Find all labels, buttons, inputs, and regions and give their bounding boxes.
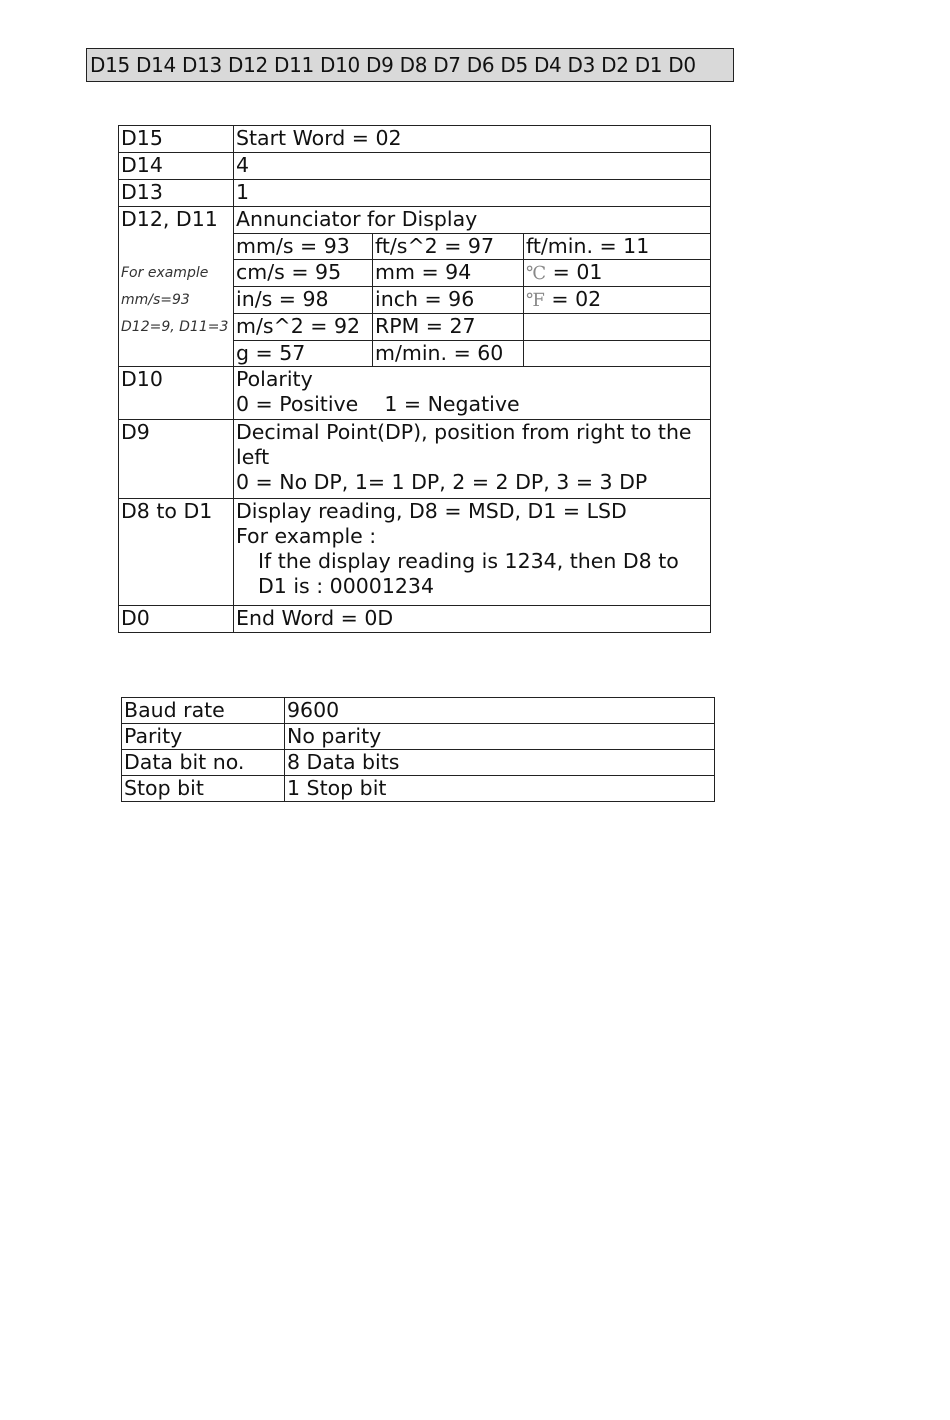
example-note: D12=9, D11=3 bbox=[119, 314, 234, 341]
row-value: 1 bbox=[234, 180, 711, 207]
table-row bbox=[119, 367, 711, 420]
setting-value: 1 Stop bit bbox=[285, 776, 715, 802]
table-row bbox=[119, 234, 711, 260]
table-row bbox=[119, 420, 711, 499]
celsius-symbol: ℃ bbox=[526, 263, 547, 284]
row-value: 4 bbox=[234, 153, 711, 180]
row-label: D14 bbox=[119, 153, 234, 180]
table-row bbox=[119, 499, 711, 606]
setting-value: 8 Data bits bbox=[285, 750, 715, 776]
row-value: End Word = 0D bbox=[234, 606, 711, 633]
unit-cell: ℉ = 02 bbox=[524, 287, 711, 314]
table-row bbox=[122, 724, 715, 750]
table-row bbox=[119, 180, 711, 207]
setting-label: Parity bbox=[122, 724, 285, 750]
annunciator-title: Annunciator for Display bbox=[234, 207, 711, 234]
unit-cell: in/s = 98 bbox=[234, 287, 373, 314]
row-label: D13 bbox=[119, 180, 234, 207]
setting-label: Data bit no. bbox=[122, 750, 285, 776]
unit-cell: cm/s = 95 bbox=[234, 260, 373, 287]
unit-cell: RPM = 27 bbox=[373, 314, 524, 341]
bit-order-header: D15 D14 D13 D12 D11 D10 D9 D8 D7 D6 D5 D4 D3 D2 D1 D0 bbox=[86, 48, 734, 82]
row-label: D10 bbox=[119, 367, 234, 420]
unit-cell: ft/s^2 = 97 bbox=[373, 234, 524, 260]
unit-cell: m/s^2 = 92 bbox=[234, 314, 373, 341]
table-row bbox=[122, 698, 715, 724]
example-note: For example bbox=[119, 260, 234, 287]
row-value: Start Word = 02 bbox=[234, 126, 711, 153]
unit-cell: ft/min. = 11 bbox=[524, 234, 711, 260]
serial-settings-table bbox=[121, 697, 715, 802]
row-label: D8 to D1 bbox=[119, 499, 234, 606]
table-row bbox=[119, 341, 711, 367]
row-label: D9 bbox=[119, 420, 234, 499]
row-value: Polarity 0 = Positive 1 = Negative bbox=[234, 367, 711, 420]
setting-value: No parity bbox=[285, 724, 715, 750]
setting-value: 9600 bbox=[285, 698, 715, 724]
table-row bbox=[122, 750, 715, 776]
table-row bbox=[119, 260, 711, 287]
unit-cell bbox=[524, 341, 711, 367]
setting-label: Stop bit bbox=[122, 776, 285, 802]
table-row bbox=[119, 153, 711, 180]
table-row bbox=[119, 606, 711, 633]
fahrenheit-symbol: ℉ bbox=[526, 290, 545, 311]
table-row bbox=[119, 207, 711, 234]
example-note: mm/s=93 bbox=[119, 287, 234, 314]
unit-cell bbox=[524, 314, 711, 341]
unit-cell: mm = 94 bbox=[373, 260, 524, 287]
row-value: Decimal Point(DP), position from right to the left 0 = No DP, 1= 1 DP, 2 = 2 DP, 3 = 3 DP bbox=[234, 420, 711, 499]
data-format-table bbox=[118, 125, 711, 633]
row-value: Display reading, D8 = MSD, D1 = LSD For example : If the display reading is 1234, then D8 to D1 is : 00001234 bbox=[234, 499, 711, 606]
table-row bbox=[119, 126, 711, 153]
row-label: D0 bbox=[119, 606, 234, 633]
row-label: D12, D11 bbox=[119, 207, 234, 234]
unit-cell: ℃ = 01 bbox=[524, 260, 711, 287]
table-row bbox=[119, 287, 711, 314]
table-row bbox=[119, 314, 711, 341]
unit-cell: mm/s = 93 bbox=[234, 234, 373, 260]
setting-label: Baud rate bbox=[122, 698, 285, 724]
table-row bbox=[122, 776, 715, 802]
row-label: D15 bbox=[119, 126, 234, 153]
unit-cell: inch = 96 bbox=[373, 287, 524, 314]
unit-cell: g = 57 bbox=[234, 341, 373, 367]
unit-cell: m/min. = 60 bbox=[373, 341, 524, 367]
